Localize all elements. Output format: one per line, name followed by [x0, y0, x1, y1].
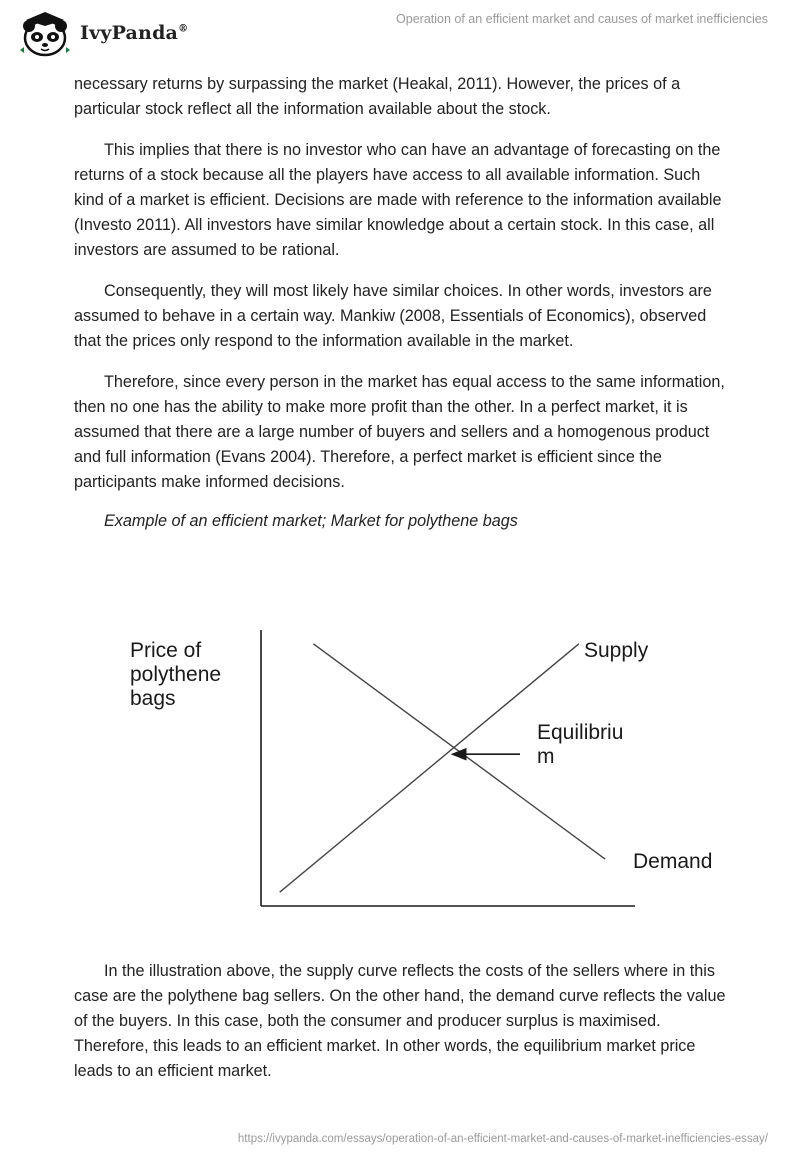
brand-name[interactable]: IvyPanda® — [80, 22, 189, 44]
closing-paragraph: In the illustration above, the supply curve reflects the costs of the sellers where in this case are the polythene bag sellers. On the other hand, the demand curve reflects the value of the buyers. In this case, both the consumer and producer surplus is maximised. Therefore, this leads to an efficient market. In other words, the equilibrium market price leads to an efficient market. — [74, 962, 726, 1080]
page-header — [0, 0, 800, 64]
source-url-link[interactable]: https://ivypanda.com/essays/operation-of-an-efficient-market-and-causes-of-market-inefficiencies-essay/ — [237, 1133, 768, 1145]
figure-caption: Example of an efficient market; Market for polythene bags — [104, 512, 518, 530]
y-axis-label-line-2: polythene — [130, 663, 222, 686]
supply-curve — [280, 644, 579, 892]
paragraph-2: This implies that there is no investor who can have an advantage of forecasting on the returns of a stock because all the players have access to all available information. Such kind of a market is efficient. Decisions are made with reference to the information available (Investo 2011). All investors have similar knowledge about a certain stock. In this case, all investors are assumed to be rational. — [74, 141, 722, 259]
paragraph-4: Therefore, since every person in the market has equal access to the same information, then no one has the ability to make more profit than the other. In a perfect market, it is assumed that there are a large number of buyers and sellers and a homogenous product and full information (Evans 2004). Therefore, a perfect market is efficient since the participants make informed decisions. — [74, 373, 725, 491]
panda-logo-icon[interactable] — [14, 10, 76, 58]
document-title: Operation of an efficient market and causes of market inefficiencies — [396, 12, 768, 26]
supply-demand-chart — [110, 615, 730, 915]
y-axis-label-line-1: Price of — [130, 639, 202, 662]
demand-label: Demand — [633, 850, 713, 873]
equilibrium-label-line-2: m — [537, 745, 555, 768]
y-axis-label-line-3: bags — [130, 687, 176, 710]
paragraph-1: necessary returns by surpassing the market (Heakal, 2011). However, the prices of a particular stock reflect all the information available about the stock. — [74, 75, 681, 118]
supply-label: Supply — [584, 639, 649, 662]
equilibrium-label-line-1: Equilibriu — [537, 721, 624, 744]
paragraph-3: Consequently, they will most likely have similar choices. In other words, investors are assumed to behave in a certain way. Mankiw (2008, Essentials of Economics), observed that the prices only respond to the information available in the market. — [74, 282, 712, 350]
demand-curve — [313, 644, 605, 859]
